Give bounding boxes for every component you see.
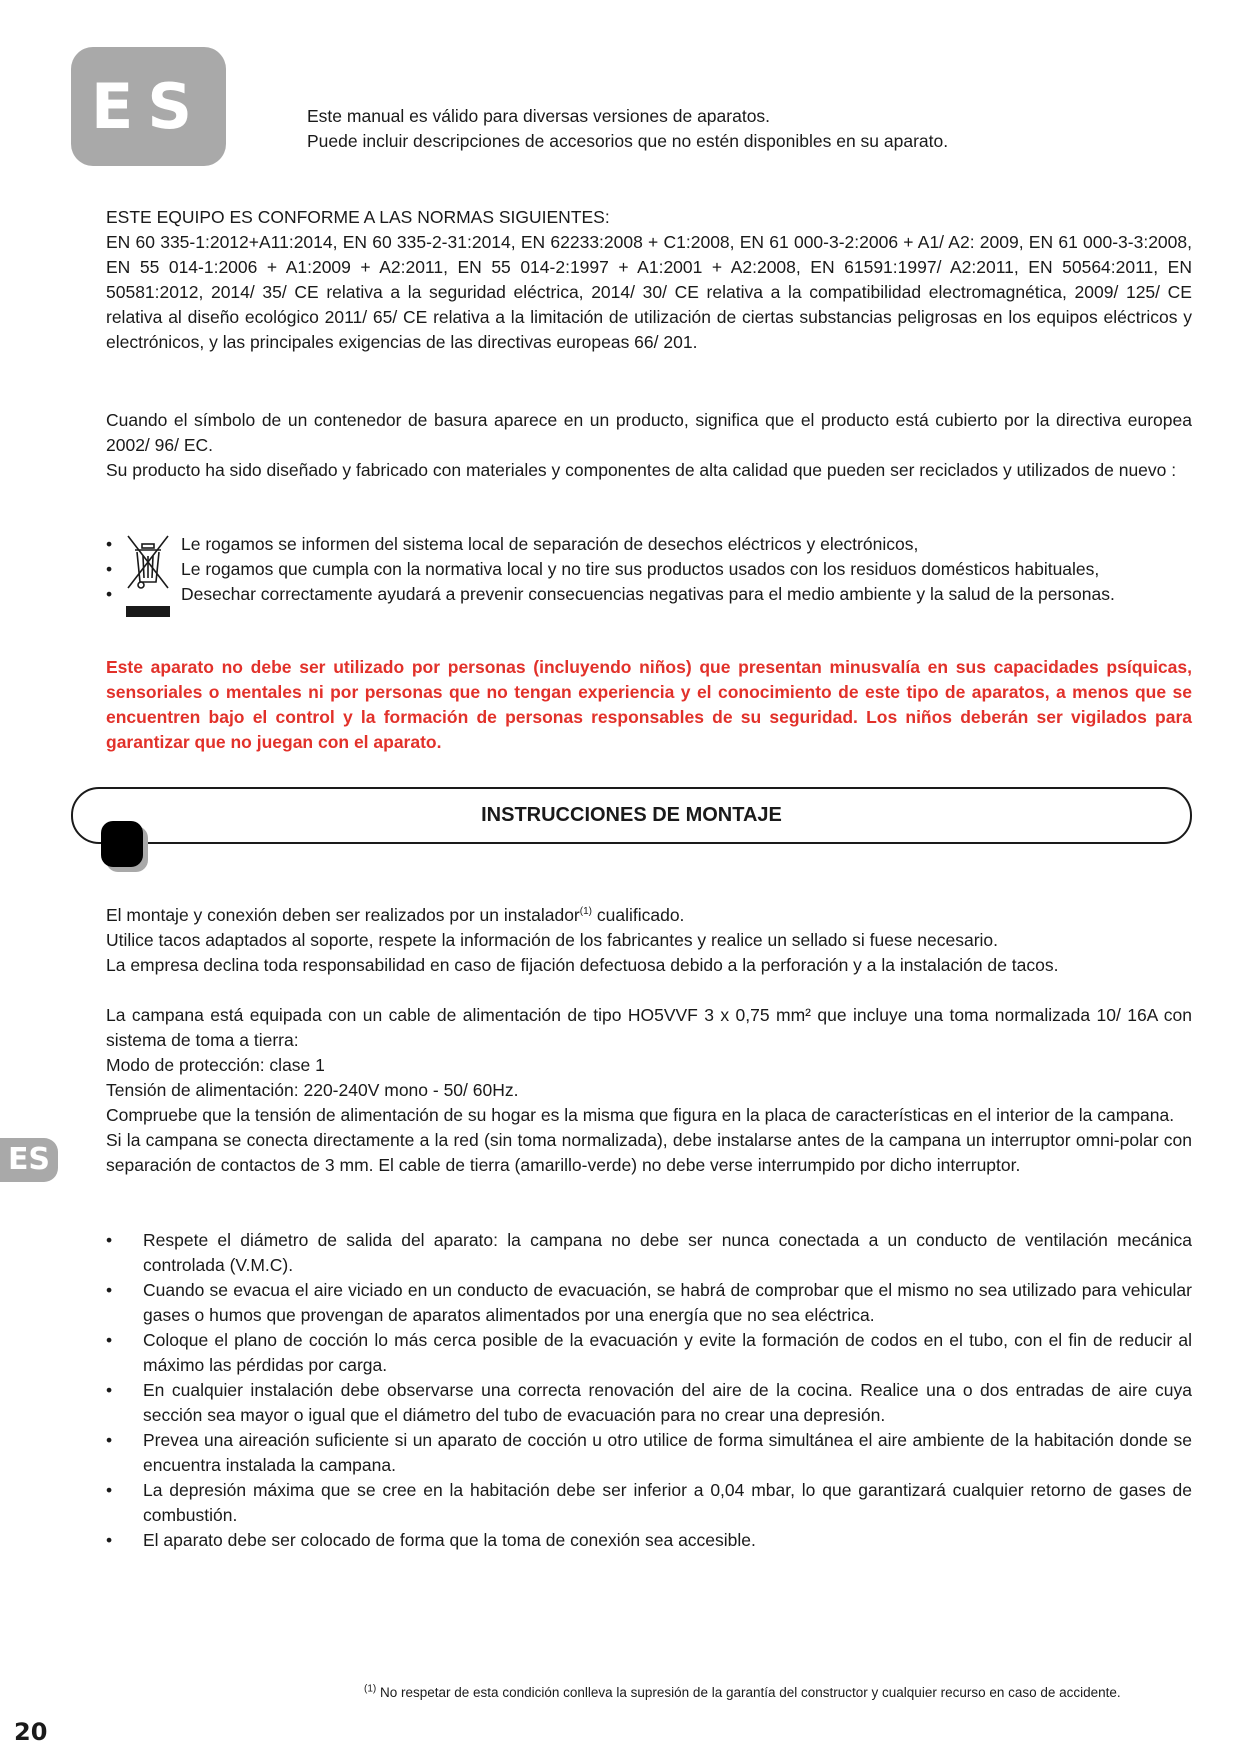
bullet-mark: • [106,534,113,554]
electrical-p5: Si la campana se conecta directamente a la red (sin toma normalizada), debe instalarse antes de la campana un interruptor omni-polar con separación de contactos de 3 mm. El cable de tierra (amarillo-verde) no debe verse interrumpido por dicho interruptor. [106,1130,1192,1175]
list-item [106,1528,1192,1553]
recycle-list [106,532,1206,607]
install-item: Coloque el plano de cocción lo más cerca posible de la evacuación y evite la formación de codos en el tubo, con el fin de reducir al máximo las pérdidas por carga. [143,1330,1192,1375]
list-item [106,532,1206,557]
install-item: El aparato debe ser colocado de forma que la toma de conexión sea accesible. [143,1530,756,1550]
recycle-item: Le rogamos que cumpla con la normativa local y no tire sus productos usados con los residuos domésticos habituales, [181,559,1100,579]
electrical-p1: La campana está equipada con un cable de alimentación de tipo HO5VVF 3 x 0,75 mm² que incluye una toma normalizada 10/ 16A con sistema de toma a tierra: [106,1005,1192,1050]
recycle-item: Le rogamos se informen del sistema local de separación de desechos eléctricos y electrónicos, [181,534,919,554]
list-item [106,1278,1192,1328]
norms-body: EN 60 335-1:2012+A11:2014, EN 60 335-2-31:2014, EN 62233:2008 + C1:2008, EN 61 000-3-2:2006 + A1/ A2: 2009, EN 61 000-3-3:2008, EN 55 014-1:2006 + A1:2009 + A2:2011, EN 55 014-2:1997 + A1:2001 + A2:2008, EN 61591:1997/ A2:2011, EN 50564:2011, EN 50581:2012, 2014/ 35/ CE relativa a la seguridad eléctrica, 2014/ 30/ CE relativa a la compatibilidad electromagnética, 2009/ 125/ CE relativa al diseño ecológico 2011/ 65/ CE relativa a la limitación de utilización de ciertas substancias peligrosas en los equipos eléctricos y electrónicos, y las principales exigencias de las directivas europeas 66/ 201. [106,232,1192,352]
norms-heading: ESTE EQUIPO ES CONFORME A LAS NORMAS SIGUIENTES: [106,207,610,227]
list-item [106,1228,1192,1278]
electrical-block [106,1003,1192,1178]
electrical-p3: Tensión de alimentación: 220-240V mono - 50/ 60Hz. [106,1080,519,1100]
list-item [106,1378,1192,1428]
list-item [106,582,1206,607]
list-item [106,1428,1192,1478]
mounting-block [106,903,1192,978]
bullet-mark: • [106,584,113,604]
mounting-line-1 [106,903,1192,928]
install-item: Cuando se evacua el aire viciado en un conducto de evacuación, se habrá de comprobar que el mismo no sea utilizado para vehicular gases o humos que provengan de aparatos alimentados por una energía que no sea eléctrica. [143,1280,1192,1325]
norms-block [106,205,1192,355]
language-badge: ES [71,47,226,166]
install-item: En cualquier instalación debe observarse una correcta renovación del aire de la cocina. Realice una o dos entradas de aire cuya sección sea mayor o igual que el diámetro del tubo de evacuación para no crear una depresión. [143,1380,1192,1425]
list-item [106,1478,1192,1528]
mounting-line-3: La empresa declina toda responsabilidad en caso de fijación defectuosa debido a la perforación y a la instalación de tacos. [106,955,1059,975]
list-item [106,557,1206,582]
install-item: Prevea una aireación suficiente si un aparato de cocción u otro utilice de forma simultánea el aire ambiente de la habitación donde se encuentra instalada la campana. [143,1430,1192,1475]
bullet-mark: • [106,1530,113,1550]
bullet-mark: • [106,1480,113,1500]
recycle-paragraph-1: Cuando el símbolo de un contenedor de basura aparece en un producto, significa que el producto está cubierto por la directiva europea 2002/ 96/ EC. [106,410,1192,455]
intro-line-1: Este manual es válido para diversas versiones de aparatos. [307,106,771,126]
side-language-tab: ES [0,1138,58,1182]
bullet-mark: • [106,1230,113,1250]
footnote-ref: (1) [579,906,592,918]
section-title: INSTRUCCIONES DE MONTAJE [481,804,782,826]
electrical-p4: Compruebe que la tensión de alimentación de su hogar es la misma que figura en la placa de características en el interior de la campana. [106,1105,1175,1125]
page-number: 20 [14,1718,48,1746]
bullet-mark: • [106,1280,113,1300]
safety-warning: Este aparato no debe ser utilizado por personas (incluyendo niños) que presentan minusvalía en sus capacidades psíquicas, sensoriales o mentales ni por personas que no tengan experiencia y el conocimiento de este tipo de aparatos, a menos que se encuentren bajo el control y la formación de personas responsables de su seguridad. Los niños deberán ser vigilados para garantizar que no juegan con el aparato. [106,657,1192,752]
install-item: La depresión máxima que se cree en la habitación debe ser inferior a 0,04 mbar, lo que garantizará cualquier retorno de gases de combustión. [143,1480,1192,1525]
bullet-mark: • [106,1430,113,1450]
recycle-block [106,408,1192,483]
recycle-item: Desechar correctamente ayudará a prevenir consecuencias negativas para el medio ambiente y la salud de la personas. [181,584,1115,604]
mounting-line-2: Utilice tacos adaptados al soporte, respete la información de los fabricantes y realice un sellado si fuese necesario. [106,930,999,950]
intro-line-2: Puede incluir descripciones de accesorios que no estén disponibles en su aparato. [307,131,949,151]
footnote-text: No respetar de esta condición conlleva la supresión de la garantía del constructor y cualquier recurso en caso de accidente. [380,1685,1121,1700]
footnote [364,1684,1121,1702]
bullet-mark: • [106,1330,113,1350]
electrical-p2: Modo de protección: clase 1 [106,1055,325,1075]
bullet-mark: • [106,559,113,579]
install-item: Respete el diámetro de salida del aparato: la campana no debe ser nunca conectada a un conducto de ventilación mecánica controlada (V.M.C). [143,1230,1192,1275]
intro-notice [307,104,948,154]
recycle-paragraph-2: Su producto ha sido diseñado y fabricado con materiales y componentes de alta calidad que pueden ser reciclados y utilizados de nuevo : [106,460,1177,480]
bullet-mark: • [106,1380,113,1400]
crossed-bin-icon [120,532,176,622]
mounting-text: El montaje y conexión deben ser realizados por un instalador [106,905,580,925]
installation-list [106,1228,1192,1553]
mounting-text: cualificado. [592,905,685,925]
list-item [106,1328,1192,1378]
footnote-marker: (1) [364,1683,377,1695]
